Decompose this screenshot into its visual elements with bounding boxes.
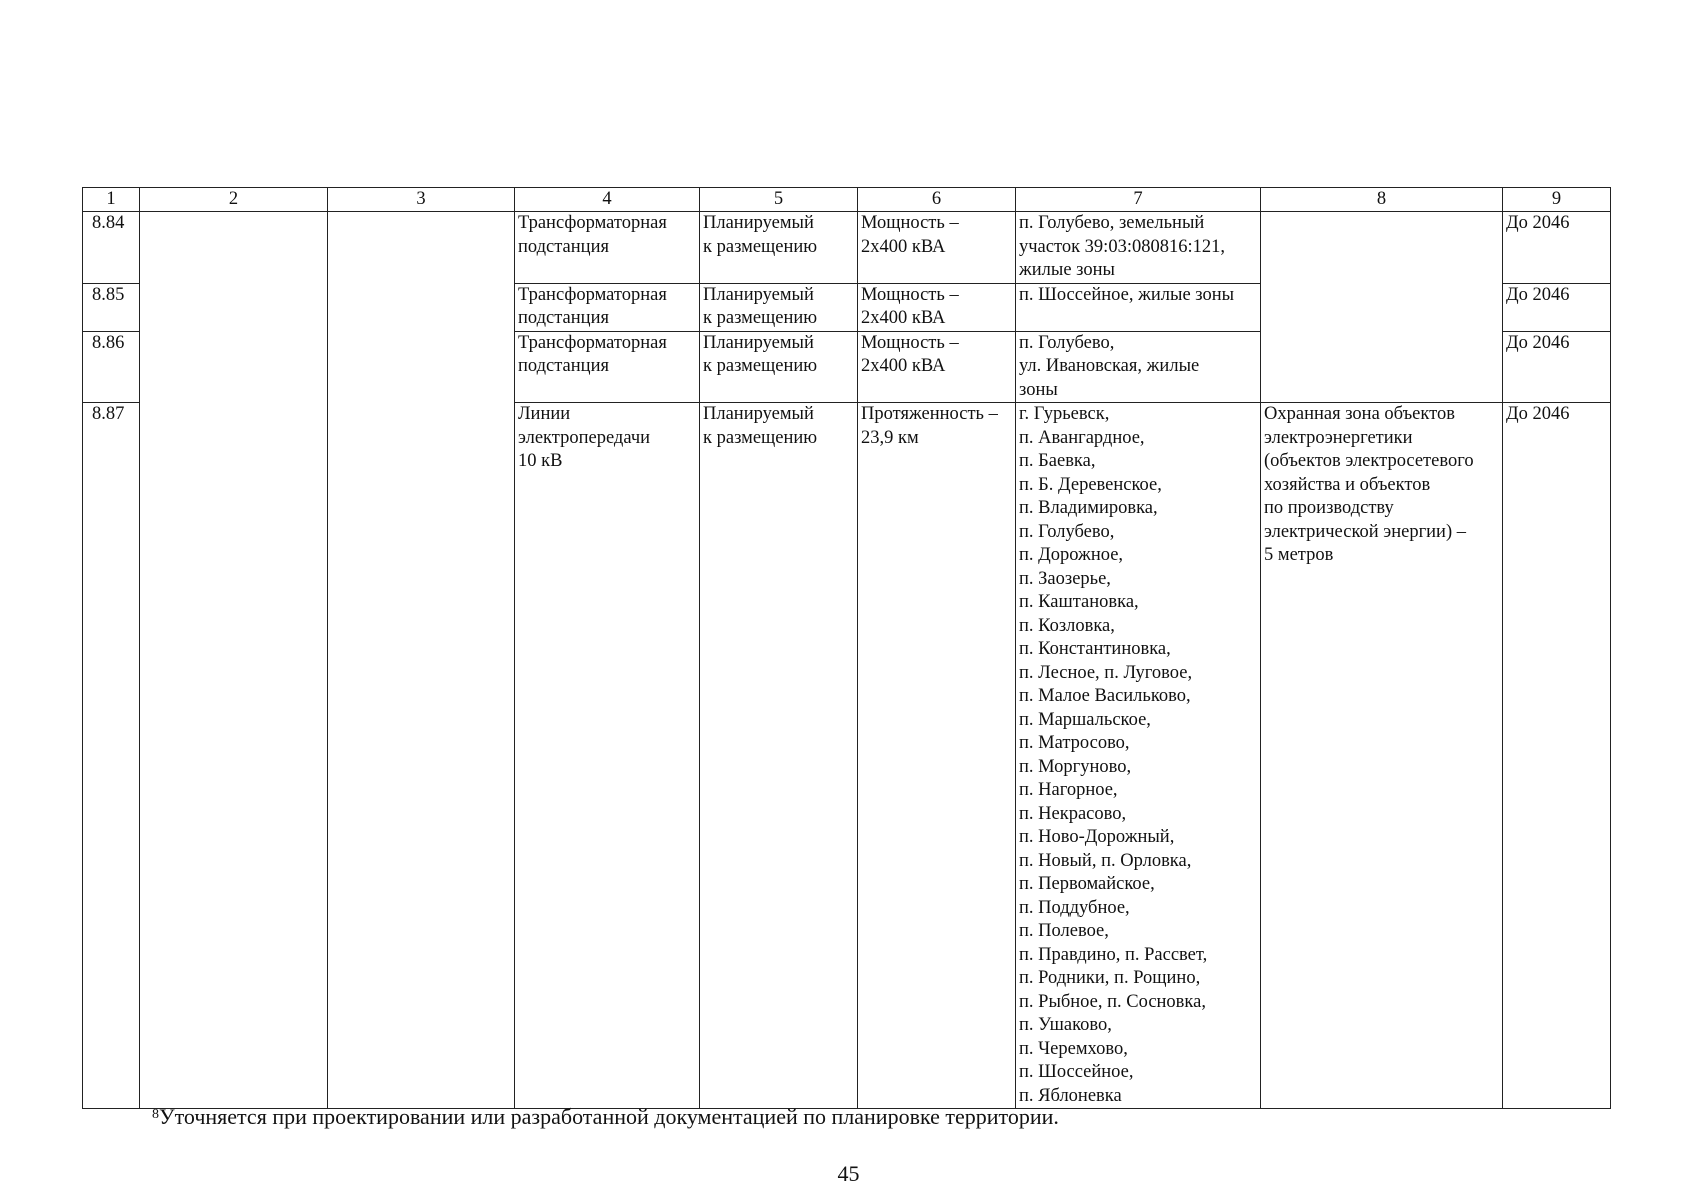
location-line: п. Рыбное, п. Сосновка,	[1019, 991, 1206, 1012]
deadline-cell: До 2046	[1503, 283, 1611, 331]
specs-line: Мощность –	[861, 284, 959, 305]
column-number-row	[83, 188, 1611, 212]
column-number: 9	[1503, 188, 1611, 212]
deadline-cell: До 2046	[1503, 212, 1611, 284]
object-name-line: Трансформаторная	[518, 213, 667, 233]
specs-line: Мощность –	[861, 213, 959, 233]
location-line: п. Полевое,	[1019, 921, 1109, 941]
location-line: п. Лесное, п. Луговое,	[1019, 662, 1193, 683]
location-line: п. Черемхово,	[1019, 1038, 1128, 1059]
specs-line: Протяженность –	[861, 404, 998, 424]
status-line: Планируемый	[703, 284, 814, 305]
location-line: п. Некрасово,	[1019, 803, 1127, 824]
column-number: 8	[1261, 188, 1503, 212]
status-cell	[700, 331, 858, 403]
object-name-cell	[515, 283, 700, 331]
location-line: п. Авангардное,	[1019, 427, 1145, 448]
column-number: 5	[700, 188, 858, 212]
location-line: п. Поддубное,	[1019, 897, 1130, 918]
column-number: 2	[140, 188, 328, 212]
location-line: п. Голубево,	[1019, 332, 1115, 353]
location-line: п. Голубево, земельный	[1019, 213, 1205, 233]
location-line: п. Владимировка,	[1019, 498, 1158, 518]
specs-cell	[858, 331, 1016, 403]
footnote	[152, 1104, 1059, 1130]
location-line: п. Каштановка,	[1019, 592, 1139, 612]
location-line: жилые зоны	[1019, 260, 1115, 280]
location-line: п. Первомайское,	[1019, 874, 1155, 894]
location-line: п. Малое Васильково,	[1019, 686, 1191, 706]
location-line: п. Ушаково,	[1019, 1015, 1112, 1035]
object-name-cell	[515, 331, 700, 403]
object-name-line: Трансформаторная	[518, 284, 667, 305]
row-number: 8.85	[83, 283, 140, 331]
footnote-text: Уточняется при проектировании или разработанной документацией по планировке территории.	[159, 1104, 1059, 1129]
specs-cell	[858, 283, 1016, 331]
footnote-mark: 8	[152, 1107, 159, 1122]
status-line: к размещению	[703, 236, 818, 257]
location-line: п. Заозерье,	[1019, 568, 1111, 589]
location-line: п. Яблоневка	[1019, 1085, 1122, 1106]
status-line: Планируемый	[703, 404, 814, 424]
row-number: 8.84	[83, 212, 140, 284]
zone-line: 5 метров	[1264, 545, 1334, 565]
location-line: п. Дорожное,	[1019, 545, 1124, 565]
object-name-line: подстанция	[518, 236, 609, 257]
zone-line: электрической энергии) –	[1264, 521, 1466, 542]
row-number: 8.87	[83, 403, 140, 1109]
location-line: п. Б. Деревенское,	[1019, 474, 1162, 495]
specs-line: 2х400 кВА	[861, 356, 946, 376]
object-name-line: Трансформаторная	[518, 332, 667, 353]
zone-line: электроэнергетики	[1264, 427, 1413, 448]
specs-line: 2х400 кВА	[861, 308, 946, 328]
row-number: 8.86	[83, 331, 140, 403]
specs-line: 2х400 кВА	[861, 236, 946, 257]
table-row	[83, 212, 1611, 284]
status-line: Планируемый	[703, 332, 814, 353]
protection-zone-cell	[1261, 403, 1503, 1109]
status-line: Планируемый	[703, 213, 814, 233]
location-cell	[1016, 331, 1261, 403]
status-cell	[700, 283, 858, 331]
object-name-line: электропередачи	[518, 427, 651, 448]
object-name-line: подстанция	[518, 356, 609, 376]
page-number: 45	[837, 1161, 860, 1186]
object-name-cell	[515, 403, 700, 1109]
object-name-line: подстанция	[518, 308, 609, 328]
status-line: к размещению	[703, 308, 818, 328]
status-line: к размещению	[703, 427, 818, 448]
location-line: п. Шоссейное, жилые зоны	[1019, 284, 1235, 305]
location-line: г. Гурьевск,	[1019, 404, 1110, 424]
zone-line: по производству	[1264, 498, 1394, 518]
status-cell	[700, 403, 858, 1109]
location-line: п. Нагорное,	[1019, 780, 1118, 800]
location-line: п. Маршальское,	[1019, 709, 1151, 730]
location-cell	[1016, 403, 1261, 1109]
location-line: п. Правдино, п. Рассвет,	[1019, 944, 1208, 965]
location-line: п. Матросово,	[1019, 733, 1130, 753]
object-name-line: 10 кВ	[518, 451, 563, 471]
location-line: п. Баевка,	[1019, 451, 1096, 471]
column-number: 7	[1016, 188, 1261, 212]
column-number: 6	[858, 188, 1016, 212]
location-line: п. Шоссейное,	[1019, 1062, 1134, 1082]
location-line: п. Козловка,	[1019, 615, 1115, 636]
location-cell	[1016, 212, 1261, 284]
location-line: п. Константиновка,	[1019, 639, 1171, 659]
specs-cell	[858, 212, 1016, 284]
infrastructure-table	[82, 187, 1611, 1109]
status-cell	[700, 212, 858, 284]
specs-cell	[858, 403, 1016, 1109]
location-line: ул. Ивановская, жилые	[1019, 356, 1200, 376]
specs-line: 23,9 км	[861, 427, 919, 448]
location-line: п. Новый, п. Орловка,	[1019, 850, 1192, 871]
location-line: участок 39:03:080816:121,	[1019, 236, 1225, 257]
location-cell	[1016, 283, 1261, 331]
location-line: п. Голубево,	[1019, 521, 1115, 542]
object-name-cell	[515, 212, 700, 284]
column-number: 3	[328, 188, 515, 212]
zone-line: Охранная зона объектов	[1264, 404, 1455, 424]
deadline-cell: До 2046	[1503, 331, 1611, 403]
empty-cell-col3	[328, 212, 515, 1109]
column-number: 1	[83, 188, 140, 212]
object-name-line: Линии	[518, 404, 571, 424]
deadline-cell: До 2046	[1503, 403, 1611, 1109]
empty-zone-cell	[1261, 212, 1503, 403]
empty-cell-col2	[140, 212, 328, 1109]
zone-line: (объектов электросетевого	[1264, 451, 1474, 471]
specs-line: Мощность –	[861, 332, 959, 353]
location-line: п. Родники, п. Рощино,	[1019, 968, 1201, 988]
location-line: п. Ново-Дорожный,	[1019, 827, 1175, 847]
location-line: зоны	[1019, 379, 1058, 400]
status-line: к размещению	[703, 356, 818, 376]
location-line: п. Моргуново,	[1019, 756, 1132, 777]
zone-line: хозяйства и объектов	[1264, 474, 1431, 495]
column-number: 4	[515, 188, 700, 212]
